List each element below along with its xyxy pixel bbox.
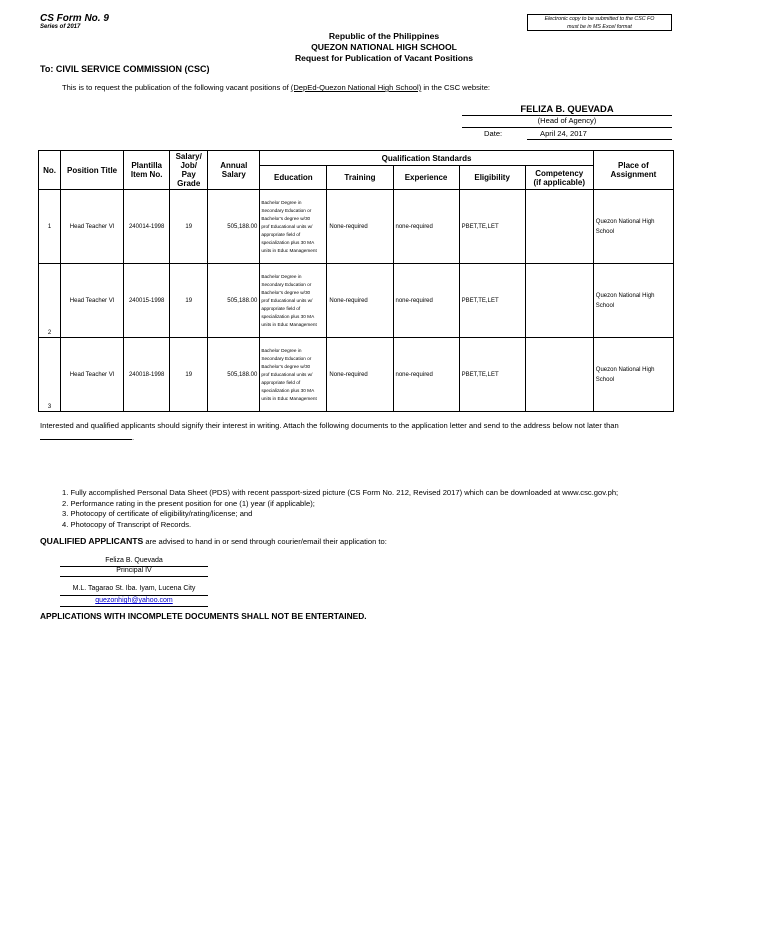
cell-salary-grade: 19	[170, 264, 208, 338]
head-of-agency-role: (Head of Agency)	[537, 116, 597, 125]
cell-training: None-required	[327, 190, 393, 264]
col-header-competency-line1: Competency	[535, 168, 584, 178]
electronic-copy-note-line1: Electronic copy to be submitted to the CSC FO	[544, 16, 655, 22]
col-header-place-line2: Assignment	[610, 170, 657, 179]
cell-annual-salary: 505,188.00	[208, 190, 260, 264]
head-of-agency-name: FELIZA B. QUEVADA	[520, 103, 614, 114]
cell-experience: none-required	[393, 190, 459, 264]
date-value: April 24, 2017	[540, 129, 587, 138]
table-row	[39, 264, 674, 338]
cell-no: 2	[39, 264, 61, 338]
electronic-copy-note	[527, 14, 672, 31]
education-line: appropriate field of	[261, 379, 301, 385]
place-line: Quezon National High	[595, 218, 655, 225]
cell-item-no: 240015-1998	[124, 264, 170, 338]
place-line: School	[595, 376, 615, 383]
vacancy-rows	[39, 190, 674, 412]
contact-address-underline	[60, 595, 208, 596]
education-line: prof Educational units w/	[261, 371, 313, 377]
cell-competency	[525, 338, 593, 412]
cell-item-no: 240018-1998	[124, 338, 170, 412]
contact-name: Feliza B. Quevada	[105, 557, 163, 564]
education-line: Bachelor Degree in	[261, 199, 302, 205]
contact-title-underline	[60, 576, 208, 577]
cell-position-title: Head Teacher VI	[61, 190, 124, 264]
intro-after: in the CSC website:	[421, 83, 491, 92]
requirement-item: 3. Photocopy of certificate of eligibility/rating/license; and	[62, 509, 253, 518]
header-school: QUEZON NATIONAL HIGH SCHOOL	[311, 42, 457, 52]
cell-salary-grade: 19	[170, 338, 208, 412]
education-line: Bachelor's degree w/30	[261, 363, 311, 369]
col-header-education: Education	[260, 166, 327, 190]
cell-eligibility: PBET,TE,LET	[459, 338, 525, 412]
cell-item-no: 240014-1998	[124, 190, 170, 264]
cell-education	[260, 338, 327, 412]
cell-eligibility: PBET,TE,LET	[459, 264, 525, 338]
place-line: School	[595, 302, 615, 309]
col-header-plantilla	[124, 151, 170, 190]
cell-salary-grade: 19	[170, 190, 208, 264]
col-header-salary-line1: Salary/	[175, 152, 202, 161]
form-number: CS Form No. 9	[40, 13, 109, 24]
cell-position-title: Head Teacher VI	[61, 264, 124, 338]
col-header-competency	[525, 166, 593, 190]
requirement-item: 2. Performance rating in the present position for one (1) year (if applicable);	[62, 498, 315, 508]
cell-training: None-required	[327, 338, 393, 412]
requirement-item: 1. Fully accomplished Personal Data Sheet (PDS) with recent passport-sized picture (CS Form No. 212, Revised 2017) which can be downloaded at www.csc.gov.ph;	[62, 488, 619, 497]
col-header-experience: Experience	[393, 166, 459, 190]
table-header-row	[39, 151, 674, 166]
place-line: Quezon National High	[595, 292, 655, 299]
place-line: Quezon National High	[595, 366, 655, 373]
cell-position-title: Head Teacher VI	[61, 338, 124, 412]
col-header-plantilla-line2: Item No.	[130, 170, 163, 179]
instructions-paragraph: Interested and qualified applicants should signify their interest in writing. Attach the following documents to the application letter and send to the address below not later than .	[40, 421, 619, 442]
col-header-position-title: Position Title	[61, 151, 124, 190]
intro-paragraph	[62, 83, 490, 92]
education-line: Bachelor Degree in	[261, 273, 302, 279]
col-header-plantilla-line1: Plantilla	[131, 161, 162, 170]
education-line: appropriate field of	[261, 305, 301, 311]
head-role-underline	[462, 127, 672, 128]
col-header-salary-line3: Pay	[181, 170, 196, 179]
cell-experience: none-required	[393, 338, 459, 412]
qualified-applicants-bold: QUALIFIED APPLICANTS	[40, 536, 144, 546]
cell-eligibility: PBET,TE,LET	[459, 190, 525, 264]
education-line: units in Educ Management	[261, 395, 317, 401]
header-republic: Republic of the Philippines	[328, 31, 440, 41]
requirements-list	[62, 488, 618, 530]
addressee: To: CIVIL SERVICE COMMISSION (CSC)	[40, 64, 210, 74]
place-line: School	[595, 228, 615, 235]
contact-address: M.L. Tagarao St. Iba. Iyam, Lucena City	[72, 585, 196, 592]
cell-experience: none-required	[393, 264, 459, 338]
col-header-eligibility: Eligibility	[459, 166, 525, 190]
education-line: prof Educational units w/	[261, 297, 313, 303]
cell-education	[260, 264, 327, 338]
col-header-salary-line4: Grade	[177, 179, 201, 188]
table-row	[39, 338, 674, 412]
contact-email-link[interactable]: quezonhigh@yahoo.com	[95, 597, 173, 604]
incomplete-documents-warning: APPLICATIONS WITH INCOMPLETE DOCUMENTS SHALL NOT BE ENTERTAINED.	[40, 611, 367, 621]
education-line: prof Educational units w/	[261, 223, 313, 229]
col-header-place-line1: Place of	[618, 161, 649, 170]
col-header-place-of-assignment	[593, 151, 673, 190]
education-line: Bachelor's degree w/30	[261, 215, 311, 221]
form-series: Series of 2017	[40, 24, 81, 30]
education-line: specialization plus 30 MA	[261, 387, 315, 393]
education-line: Secondary Education or	[261, 207, 312, 213]
cell-competency	[525, 264, 593, 338]
qualified-applicants-note	[40, 536, 387, 546]
cell-annual-salary: 505,188.00	[208, 338, 260, 412]
contact-email-underline	[60, 606, 208, 607]
deadline-blank	[40, 433, 132, 440]
cell-place-of-assignment	[593, 190, 673, 264]
cell-no: 1	[39, 190, 61, 264]
education-line: Bachelor Degree in	[261, 347, 302, 353]
cell-place-of-assignment	[593, 338, 673, 412]
education-line: appropriate field of	[261, 231, 301, 237]
electronic-copy-note-line2: must be in MS Excel format	[567, 24, 632, 30]
education-line: Secondary Education or	[261, 355, 312, 361]
col-header-competency-line2: (if applicable)	[533, 177, 586, 187]
cell-no: 3	[39, 338, 61, 412]
education-line: units in Educ Management	[261, 321, 317, 327]
col-header-salary-line2: Job/	[180, 161, 197, 170]
education-line: Bachelor's degree w/30	[261, 289, 311, 295]
col-header-annual-line2: Salary	[221, 170, 246, 179]
education-line: units in Educ Management	[261, 247, 317, 253]
col-header-annual-line1: Annual	[220, 161, 248, 170]
instructions-text: Interested and qualified applicants should signify their interest in writing. Attach the following documents to the application letter and send to the address below not later than	[40, 421, 619, 430]
cell-place-of-assignment	[593, 264, 673, 338]
date-underline	[527, 139, 672, 140]
col-header-no: No.	[39, 151, 61, 190]
requirement-item: 4. Photocopy of Transcript of Records.	[62, 519, 192, 529]
cell-education	[260, 190, 327, 264]
cell-annual-salary: 505,188.00	[208, 264, 260, 338]
date-label: Date:	[484, 129, 503, 138]
col-header-qualification-standards: Qualification Standards	[260, 151, 593, 166]
intro-agency: (DepEd-Quezon National High School)	[290, 83, 422, 92]
table-row	[39, 190, 674, 264]
col-header-annual-salary	[208, 151, 260, 190]
education-line: specialization plus 30 MA	[261, 239, 315, 245]
cell-competency	[525, 190, 593, 264]
vacancy-table	[38, 150, 674, 412]
contact-title: Principal IV	[116, 567, 152, 574]
education-line: specialization plus 30 MA	[261, 313, 315, 319]
intro-before: This is to request the publication of the following vacant positions of	[62, 83, 291, 92]
col-header-salary-grade	[170, 151, 208, 190]
qualified-applicants-rest: are advised to hand in or send through courier/email their application to:	[143, 537, 387, 546]
col-header-training: Training	[327, 166, 393, 190]
education-line: Secondary Education or	[261, 281, 312, 287]
header-request-title: Request for Publication of Vacant Positions	[294, 53, 474, 63]
cell-training: None-required	[327, 264, 393, 338]
